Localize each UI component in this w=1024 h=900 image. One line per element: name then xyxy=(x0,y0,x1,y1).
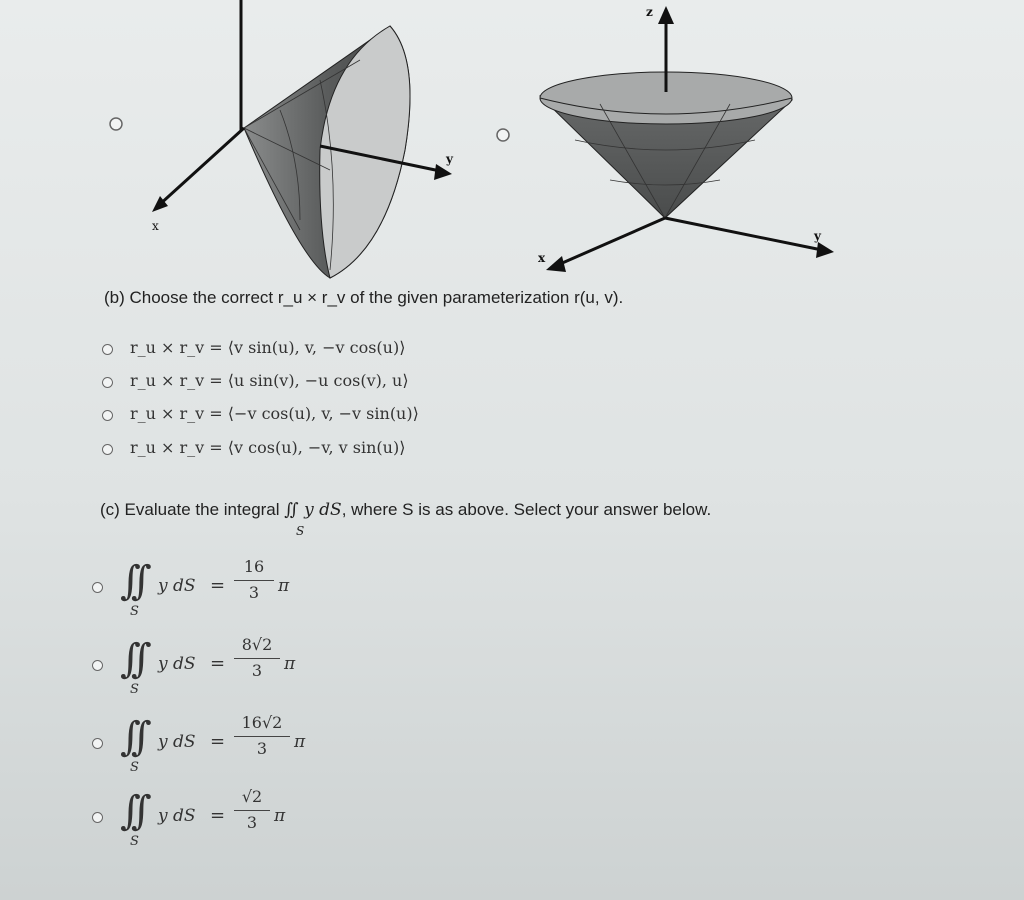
integral-subscript: S xyxy=(130,682,139,697)
right-axis-y-label: y xyxy=(814,229,821,243)
answer-fraction xyxy=(234,712,290,759)
pi-symbol: π xyxy=(294,732,306,752)
double-integral-sign: ∫∫ xyxy=(120,558,142,604)
integrand: y dS xyxy=(158,576,196,596)
figure-a-radio[interactable] xyxy=(110,118,122,130)
part-b-option-2[interactable] xyxy=(102,371,662,395)
part-c-option-1[interactable] xyxy=(92,556,392,626)
fraction-bar xyxy=(234,736,290,737)
option-expression: r_u × r_v = ⟨−v cos(u), v, −v sin(u)⟩ xyxy=(130,404,419,423)
option-expression: r_u × r_v = ⟨v sin(u), v, −v cos(u)⟩ xyxy=(130,338,406,357)
radio-button[interactable] xyxy=(92,738,103,749)
answer-fraction xyxy=(234,786,270,833)
double-integral-sign: ∫∫ xyxy=(120,788,142,834)
part-c-option-4[interactable] xyxy=(92,786,392,856)
option-expression: r_u × r_v = ⟨v cos(u), −v, v sin(u)⟩ xyxy=(130,438,406,457)
part-c-prompt-lead: (c) Evaluate the integral xyxy=(100,500,280,519)
radio-button[interactable] xyxy=(92,582,103,593)
radio-button[interactable] xyxy=(102,444,113,455)
equals-sign: = xyxy=(210,805,226,826)
part-c-option-3[interactable] xyxy=(92,712,392,782)
equals-sign: = xyxy=(210,731,226,752)
fraction-bar xyxy=(234,580,274,581)
radio-button[interactable] xyxy=(92,660,103,671)
radio-button[interactable] xyxy=(92,812,103,823)
fraction-numerator: 8√2 xyxy=(241,635,273,654)
radio-button[interactable] xyxy=(102,410,113,421)
integral-subscript: S xyxy=(130,604,139,619)
fraction-numerator: 16√2 xyxy=(241,713,283,732)
part-b-option-1[interactable] xyxy=(102,338,662,362)
part-c-option-2[interactable] xyxy=(92,634,392,704)
cone-right-figure xyxy=(538,5,834,272)
fraction-denominator: 3 xyxy=(246,813,258,832)
equals-sign: = xyxy=(210,653,226,674)
double-integral-sign: ∫∫ xyxy=(120,714,142,760)
equals-sign: = xyxy=(210,575,226,596)
radio-button[interactable] xyxy=(102,377,113,388)
answer-fraction xyxy=(234,634,280,681)
fraction-denominator: 3 xyxy=(248,583,260,602)
integral-subscript: S xyxy=(130,834,139,849)
pi-symbol: π xyxy=(284,654,296,674)
option-expression: r_u × r_v = ⟨u sin(v), −u cos(v), u⟩ xyxy=(130,371,409,390)
right-axis-x-label: x xyxy=(538,251,546,265)
part-c-prompt-rest: , where S is as above. Select your answer below. xyxy=(341,500,712,519)
radio-button[interactable] xyxy=(102,344,113,355)
integral-subscript: S xyxy=(130,760,139,775)
fraction-denominator: 3 xyxy=(251,661,263,680)
integrand: y dS xyxy=(158,654,196,674)
figures-area xyxy=(0,0,1024,290)
part-b-option-4[interactable] xyxy=(102,438,662,462)
cone-left-figure xyxy=(152,0,454,278)
fraction-numerator: 16 xyxy=(243,557,265,576)
pi-symbol: π xyxy=(274,806,286,826)
part-b-option-3[interactable] xyxy=(102,404,662,428)
fraction-denominator: 3 xyxy=(256,739,268,758)
part-c-prompt xyxy=(100,500,711,520)
part-c-prompt-integral: ∬ y dS xyxy=(284,500,342,520)
fraction-bar xyxy=(234,658,280,659)
part-c-prompt-subscript: S xyxy=(296,524,305,538)
fraction-numerator: √2 xyxy=(241,787,263,806)
part-b-prompt: (b) Choose the correct r_u × r_v of the given parameterization r(u, v). xyxy=(104,288,624,307)
right-axis-z-label: z xyxy=(646,5,653,19)
left-axis-y-label: y xyxy=(446,152,453,166)
pi-symbol: π xyxy=(278,576,290,596)
integrand: y dS xyxy=(158,732,196,752)
answer-fraction xyxy=(234,556,274,603)
integrand: y dS xyxy=(158,806,196,826)
left-axis-x-label: x xyxy=(152,219,159,233)
double-integral-sign: ∫∫ xyxy=(120,636,142,682)
figure-b-radio[interactable] xyxy=(497,129,509,141)
fraction-bar xyxy=(234,810,270,811)
